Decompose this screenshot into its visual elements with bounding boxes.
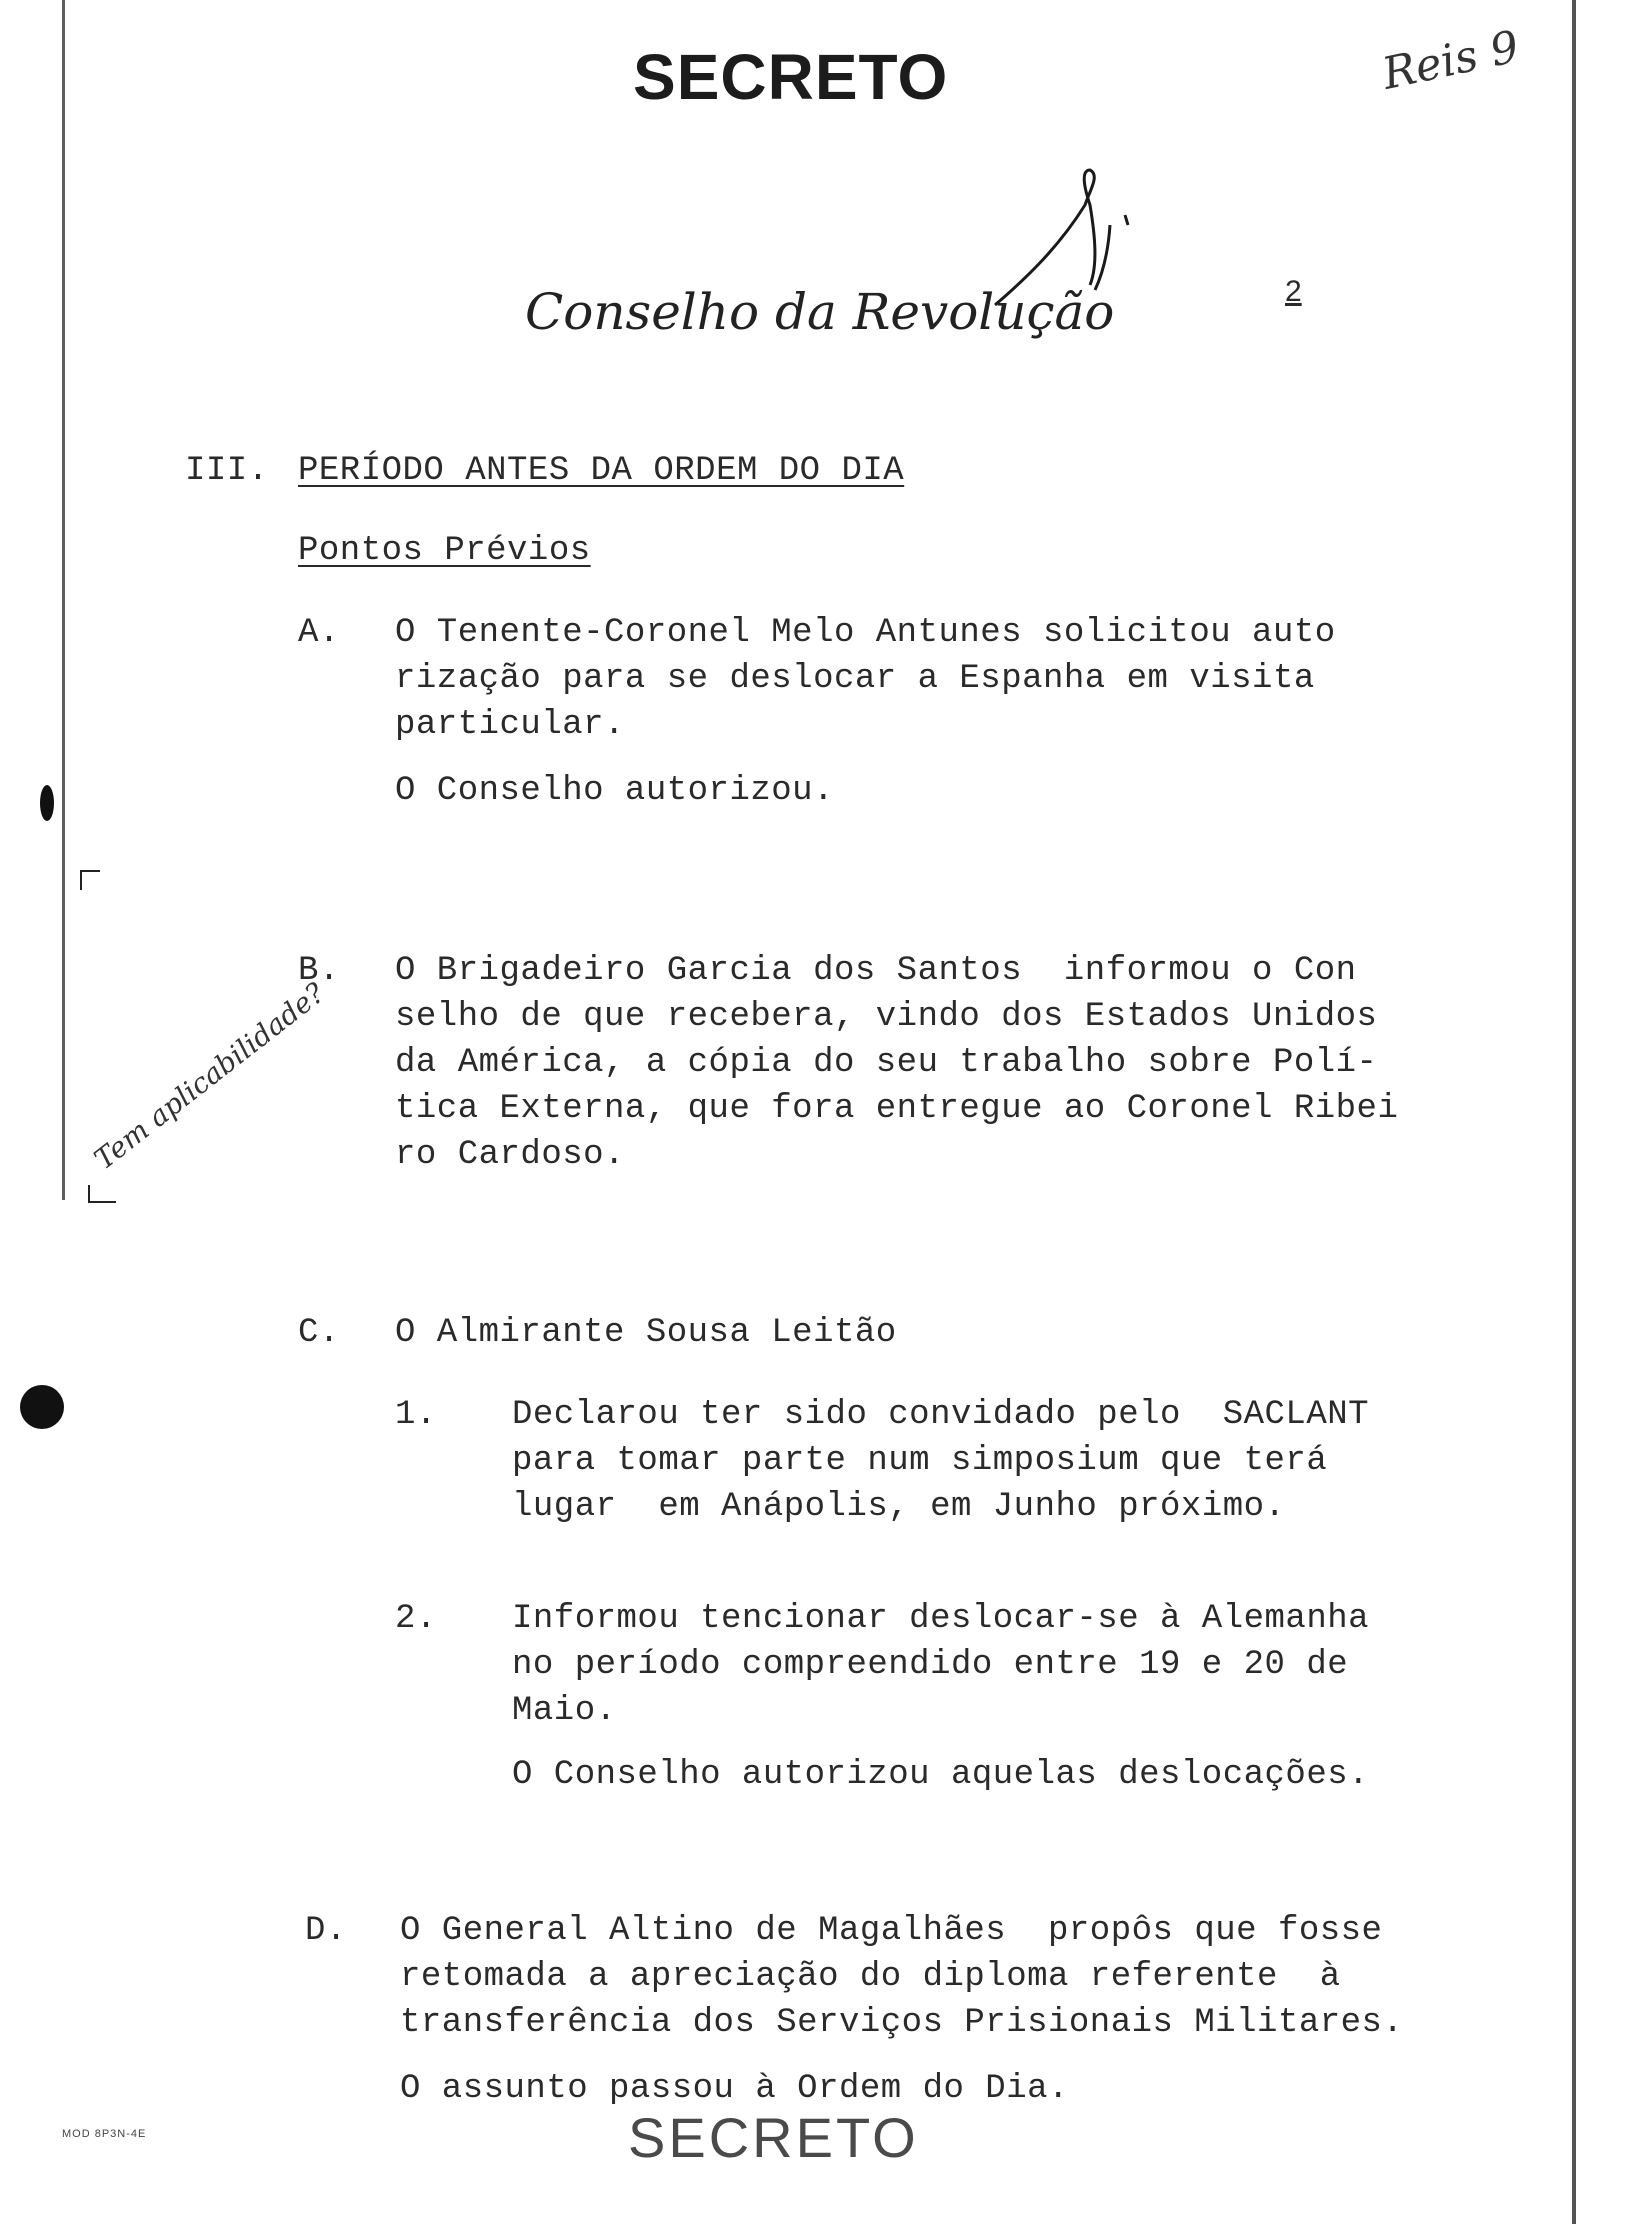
- item-c-sub1-number: 1.: [395, 1396, 437, 1434]
- item-c-resolution: O Conselho autorizou aquelas deslocações.: [512, 1756, 1370, 1794]
- item-d-line-1: O General Altino de Magalhães propôs que fosse: [400, 1912, 1383, 1950]
- punch-hole-bottom: [20, 1385, 64, 1429]
- section-subtitle: Pontos Prévios: [298, 532, 591, 570]
- item-c-sub2-line-2: no período compreendido entre 19 e 20 de: [512, 1646, 1349, 1684]
- item-a-resolution: O Conselho autorizou.: [395, 772, 834, 810]
- classification-stamp-bottom: SECRETO: [628, 2106, 919, 2169]
- page-number: 2: [1285, 275, 1302, 308]
- item-d-resolution: O assunto passou à Ordem do Dia.: [400, 2070, 1069, 2108]
- handwritten-initials: Reis 9: [1378, 21, 1524, 100]
- classification-stamp-top: SECRETO: [633, 41, 949, 113]
- item-c-sub2-line-1: Informou tencionar deslocar-se à Alemanha: [512, 1600, 1370, 1638]
- item-b-line-5: ro Cardoso.: [395, 1136, 625, 1174]
- item-c-sub1-line-1: Declarou ter sido convidado pelo SACLANT: [512, 1396, 1370, 1434]
- item-d-letter: D.: [305, 1912, 347, 1950]
- scan-edge-left: [62, 0, 65, 1200]
- item-c-line: O Almirante Sousa Leitão: [395, 1314, 897, 1352]
- item-c-sub1-line-3: lugar em Anápolis, em Junho próximo.: [512, 1488, 1286, 1526]
- scan-edge-right: [1572, 0, 1576, 2224]
- item-b-line-4: tica Externa, que fora entregue ao Coronel Ribei: [395, 1090, 1399, 1128]
- item-b-line-2: selho de que recebera, vindo dos Estados Unidos: [395, 998, 1378, 1036]
- item-b-line-3: da América, a cópia do seu trabalho sobre Polí-: [395, 1044, 1378, 1082]
- item-a-line-3: particular.: [395, 706, 625, 744]
- margin-bracket-bottom: [88, 1185, 116, 1203]
- item-c-sub1-line-2: para tomar parte num simposium que terá: [512, 1442, 1328, 1480]
- item-d-line-3: transferência dos Serviços Prisionais Militares.: [400, 2004, 1404, 2042]
- margin-bracket-top: [80, 870, 100, 890]
- form-code: MOD 8P3N-4E: [62, 2128, 147, 2140]
- item-c-letter: C.: [298, 1314, 340, 1352]
- item-c-sub2-number: 2.: [395, 1600, 437, 1638]
- item-c-sub2-line-3: Maio.: [512, 1692, 617, 1730]
- item-a-line-1: O Tenente-Coronel Melo Antunes solicitou auto: [395, 614, 1336, 652]
- section-number: III.: [185, 452, 269, 490]
- letterhead: Conselho da Revolução: [525, 283, 1115, 341]
- item-b-line-1: O Brigadeiro Garcia dos Santos informou o Con: [395, 952, 1357, 990]
- item-a-line-2: rização para se deslocar a Espanha em visita: [395, 660, 1315, 698]
- item-b-letter: B.: [298, 952, 340, 990]
- punch-hole-top: [40, 785, 54, 821]
- item-d-line-2: retomada a apreciação do diploma referente à: [400, 1958, 1341, 1996]
- handwritten-margin-note: Tem aplicabilidade?: [88, 976, 331, 1177]
- item-a-letter: A.: [298, 614, 340, 652]
- section-title: PERÍODO ANTES DA ORDEM DO DIA: [298, 452, 905, 490]
